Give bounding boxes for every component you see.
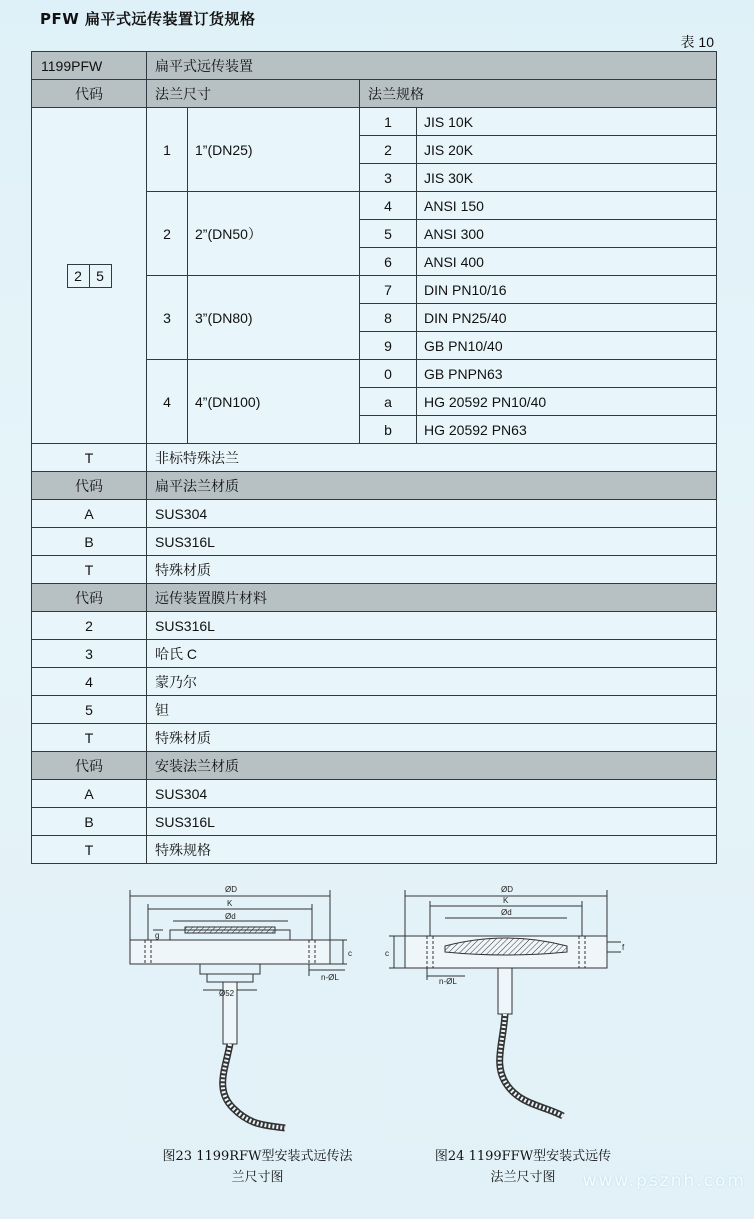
row-label: 特殊材质 — [147, 556, 717, 584]
mounting-flange-material-header: 安装法兰材质 — [147, 752, 717, 780]
code-header: 代码 — [32, 80, 147, 108]
table-row — [32, 696, 717, 724]
dim-g-label: g — [155, 931, 160, 940]
size-label: 2”(DN50） — [188, 192, 360, 276]
dim-D-label: ØD — [225, 885, 237, 894]
row-code: B — [32, 808, 147, 836]
table-row — [32, 780, 717, 808]
spec-code: 5 — [360, 220, 417, 248]
table-row — [32, 724, 717, 752]
spec-code: a — [360, 388, 417, 416]
row-label: 特殊材质 — [147, 724, 717, 752]
code-digit: 2 — [74, 267, 82, 284]
special-flange-code: T — [32, 444, 147, 472]
code-digit: 5 — [89, 265, 111, 287]
spec-label: DIN PN25/40 — [417, 304, 717, 332]
row-code: A — [32, 780, 147, 808]
model-name: 扁平式远传装置 — [147, 52, 717, 80]
row-code: 4 — [32, 668, 147, 696]
row-label: SUS316L — [147, 612, 717, 640]
table-row — [32, 808, 717, 836]
table-row — [32, 528, 717, 556]
spec-code: 4 — [360, 192, 417, 220]
spec-label: ANSI 300 — [417, 220, 717, 248]
spec-code: 2 — [360, 136, 417, 164]
selected-code-boxes — [67, 264, 112, 288]
spec-code: 8 — [360, 304, 417, 332]
row-code: T — [32, 724, 147, 752]
spec-code: 9 — [360, 332, 417, 360]
table-row — [32, 108, 717, 136]
spec-code: 7 — [360, 276, 417, 304]
flat-flange-material-header: 扁平法兰材质 — [147, 472, 717, 500]
row-code: T — [32, 836, 147, 864]
model-row — [32, 52, 717, 80]
dim-f-label: f — [622, 943, 625, 952]
row-code: 3 — [32, 640, 147, 668]
section4-header — [32, 752, 717, 780]
spec-label: GB PNPN63 — [417, 360, 717, 388]
table-row — [32, 556, 717, 584]
dim-c-label: c — [348, 949, 352, 958]
dim-d-label: Ød — [225, 912, 236, 921]
row-label: 特殊规格 — [147, 836, 717, 864]
code-header: 代码 — [32, 472, 147, 500]
dim-c-label: c — [385, 949, 389, 958]
row-label: SUS304 — [147, 780, 717, 808]
dim-K-label: K — [503, 896, 509, 905]
dim-D-label: ØD — [501, 885, 513, 894]
flange-size-header: 法兰尺寸 — [147, 80, 360, 108]
section2-header — [32, 472, 717, 500]
code-header: 代码 — [32, 584, 147, 612]
row-code: B — [32, 528, 147, 556]
model-code: 1199PFW — [32, 52, 147, 80]
spec-code: 1 — [360, 108, 417, 136]
dim-nL-label: n-ØL — [321, 973, 339, 982]
dim-d-label: Ød — [501, 908, 512, 917]
row-label: 蒙乃尔 — [147, 668, 717, 696]
fig23-caption-line2: 兰尺寸图 — [231, 1170, 284, 1185]
selected-code-cell — [32, 108, 147, 444]
spec-label: ANSI 400 — [417, 248, 717, 276]
size-code: 1 — [147, 108, 188, 192]
fig23-caption-line1: 图23 1199RFW型安装式远传法 — [162, 1149, 353, 1164]
spec-label: GB PN10/40 — [417, 332, 717, 360]
spec-code: 0 — [360, 360, 417, 388]
row-label: 哈氏 C — [147, 640, 717, 668]
table-row — [32, 444, 717, 472]
spec-code: b — [360, 416, 417, 444]
spec-label: HG 20592 PN63 — [417, 416, 717, 444]
row-label: SUS316L — [147, 528, 717, 556]
size-code: 3 — [147, 276, 188, 360]
table-number: 表 10 — [680, 34, 714, 50]
spec-label: JIS 10K — [417, 108, 717, 136]
fig24-caption-line2: 法兰尺寸图 — [490, 1170, 556, 1185]
row-label: 钽 — [147, 696, 717, 724]
dim-nL-label: n-ØL — [439, 977, 457, 986]
watermark: www.psznh.com — [582, 1171, 746, 1191]
table-row — [32, 836, 717, 864]
spec-label: JIS 20K — [417, 136, 717, 164]
row-code: A — [32, 500, 147, 528]
fig23-drawing — [115, 880, 360, 1140]
row-label: SUS316L — [147, 808, 717, 836]
size-code: 2 — [147, 192, 188, 276]
spec-label: DIN PN10/16 — [417, 276, 717, 304]
flange-spec-header: 法兰规格 — [360, 80, 717, 108]
size-label: 3”(DN80) — [188, 276, 360, 360]
table-row — [32, 668, 717, 696]
special-flange-label: 非标特殊法兰 — [147, 444, 717, 472]
row-code: 2 — [32, 612, 147, 640]
size-code: 4 — [147, 360, 188, 444]
page-title: PFW 扁平式远传装置订货规格 — [40, 10, 256, 28]
dim-d52-label: Ø52 — [219, 989, 235, 998]
spec-code: 6 — [360, 248, 417, 276]
row-code: 5 — [32, 696, 147, 724]
table-row — [32, 640, 717, 668]
row-label: SUS304 — [147, 500, 717, 528]
diaphragm-material-header: 远传装置膜片材料 — [147, 584, 717, 612]
table-row — [32, 612, 717, 640]
fig24-caption-line1: 图24 1199FFW型安装式远传 — [434, 1149, 612, 1164]
fig23-caption — [130, 1146, 385, 1188]
code-header: 代码 — [32, 752, 147, 780]
order-spec-table — [31, 51, 717, 864]
row-code: T — [32, 556, 147, 584]
spec-label: ANSI 150 — [417, 192, 717, 220]
spec-code: 3 — [360, 164, 417, 192]
spec-label: JIS 30K — [417, 164, 717, 192]
section3-header — [32, 584, 717, 612]
dim-K-label: K — [227, 899, 233, 908]
table-row — [32, 500, 717, 528]
size-label: 4”(DN100) — [188, 360, 360, 444]
fig24-drawing — [385, 880, 630, 1140]
spec-label: HG 20592 PN10/40 — [417, 388, 717, 416]
size-label: 1”(DN25) — [188, 108, 360, 192]
section1-header — [32, 80, 717, 108]
